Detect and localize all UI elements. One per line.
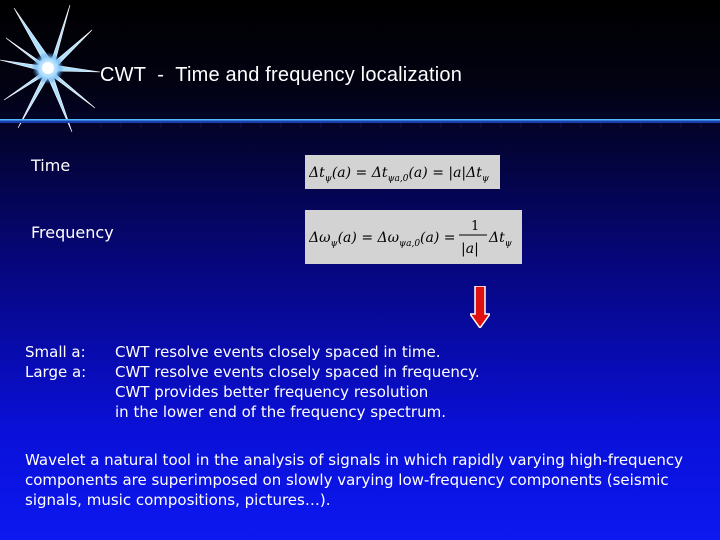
svg-text:1: 1 <box>471 219 480 234</box>
note-large-key: Large a: <box>25 363 87 381</box>
note-small-a <box>25 342 480 362</box>
note-small-text: CWT resolve events closely spaced in time. <box>115 343 441 361</box>
title-underline <box>0 116 720 130</box>
frequency-formula-image <box>305 210 522 264</box>
svg-text:|a|: |a| <box>461 241 479 257</box>
note-large-text: CWT resolve events closely spaced in frequency. <box>115 363 480 381</box>
svg-text:Δtψ(a) = Δtψa,0(a) = |a|Δtψ: $\Delta t_\psi(a) = \Delta t_{\psi a,0}(a) = |a|\Delta t_\psi$ <box>309 165 489 184</box>
notes-block <box>25 342 480 422</box>
slide-title: CWT - Time and frequency localization <box>100 64 463 86</box>
note-small-key: Small a: <box>25 343 86 361</box>
down-arrow-icon <box>470 286 490 328</box>
svg-text:Δtψ: $\Delta t_\psi$ <box>489 230 512 249</box>
wavelet-paragraph: Wavelet a natural tool in the analysis of signals in which rapidly varying high-frequency components are superimposed on slowly varying low-frequency components (seismic signals, music compositions, pictures…). <box>25 451 683 509</box>
svg-text:Δωψ(a) = Δωψa,0(a) =: $\Delta\omega_\psi(a) = \Delta\omega_{\psi a,0}(a)$ = <box>309 230 456 249</box>
time-formula-image <box>305 155 500 189</box>
frequency-label: Frequency <box>31 223 114 242</box>
note-large-a <box>25 362 480 382</box>
note-line-3: CWT provides better frequency resolution <box>115 383 429 401</box>
time-label: Time <box>31 156 71 175</box>
note-line-4: in the lower end of the frequency spectrum. <box>115 403 446 421</box>
